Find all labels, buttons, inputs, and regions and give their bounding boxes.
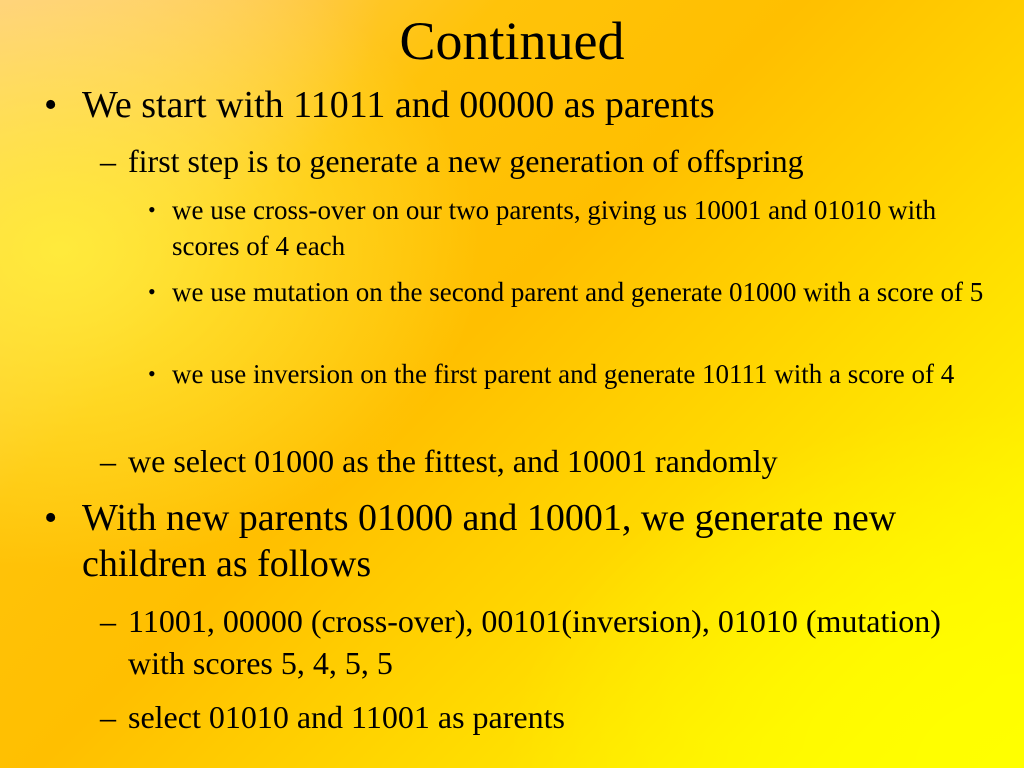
bullet-text: select 01010 and 11001 as parents bbox=[128, 699, 565, 735]
bullet-text: first step is to generate a new generation of offspring bbox=[128, 143, 804, 179]
bullet-text: we select 01000 as the fittest, and 10001 randomly bbox=[128, 443, 778, 479]
bullet-marker: • bbox=[148, 361, 156, 386]
dash-marker: – bbox=[100, 603, 116, 639]
bullet-level2 bbox=[100, 600, 990, 684]
bullet-level1 bbox=[44, 495, 994, 587]
bullet-level3 bbox=[148, 274, 988, 310]
bullet-text: we use inversion on the first parent and generate 10111 with a score of 4 bbox=[172, 359, 955, 389]
bullet-level2 bbox=[100, 440, 990, 482]
dash-marker: – bbox=[100, 699, 116, 735]
bullet-level3 bbox=[148, 192, 988, 264]
bullet-text: we use mutation on the second parent and generate 01000 with a score of 5 bbox=[172, 277, 984, 307]
slide-title: Continued bbox=[399, 11, 625, 71]
bullet-text: With new parents 01000 and 10001, we generate new children as follows bbox=[82, 497, 897, 585]
bullet-level3 bbox=[148, 356, 988, 392]
bullet-text: We start with 11011 and 00000 as parents bbox=[82, 84, 715, 126]
bullet-text: we use cross-over on our two parents, giving us 10001 and 01010 with scores of 4 each bbox=[172, 195, 937, 261]
bullet-level2 bbox=[100, 140, 990, 182]
bullet-marker: • bbox=[148, 279, 156, 304]
bullet-marker: • bbox=[44, 84, 58, 126]
bullet-level2 bbox=[100, 696, 990, 738]
bullet-marker: • bbox=[148, 197, 156, 222]
dash-marker: – bbox=[100, 443, 116, 479]
bullet-marker: • bbox=[44, 497, 58, 539]
bullet-level1 bbox=[44, 82, 994, 128]
bullet-text: 11001, 00000 (cross-over), 00101(inversion), 01010 (mutation) with scores 5, 4, 5, 5 bbox=[128, 603, 941, 681]
dash-marker: – bbox=[100, 143, 116, 179]
